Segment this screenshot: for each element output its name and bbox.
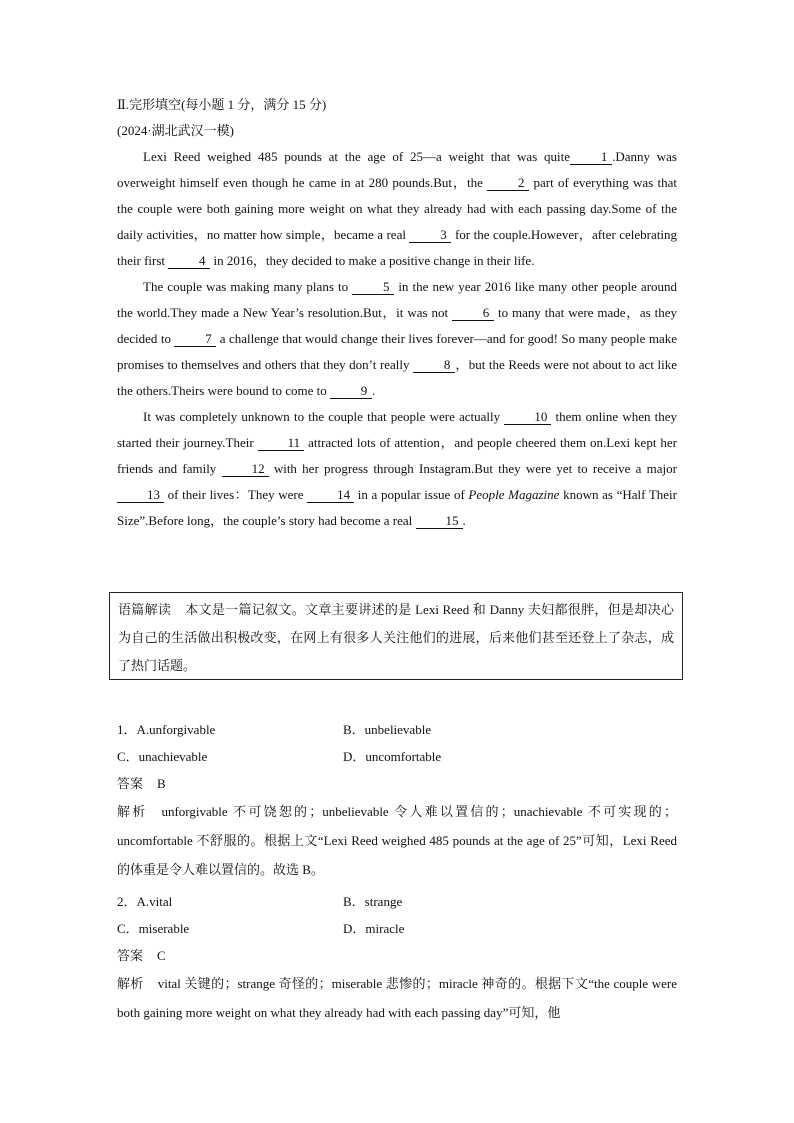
blank-7: 7 [174, 331, 216, 347]
explanation [117, 797, 677, 884]
blank-3: 3 [409, 227, 451, 243]
summary-text: 本文是一篇记叙文。文章主要讲述的是 Lexi Reed 和 Danny 夫妇都很胖，但是却决心为自己的生活做出积极改变，在网上有很多人关注他们的进展，后来他们甚至还登上了杂志，成了热门话题。 [118, 602, 674, 673]
answer-value: B [157, 776, 166, 791]
passage-paragraph-1: Lexi Reed weighed 485 pounds at the age of 25—a weight that was quite 1 .Danny was overweight himself even though he came in at 280 pounds.But，the 2 part of everything was that the couple were both gaining more weight on what they already had with each passing day.Some of the daily activities，no matter how simple，became a real 3 for the couple.However，after celebrating their first 4 in 2016，they decided to make a positive change in their life. [117, 149, 678, 268]
summary-box [109, 592, 683, 680]
passage-paragraph-2: The couple was making many plans to 5 in the new year 2016 like many other people around the world.They made a New Year’s resolution.But，it was not 6 to many that were made，as they decided to 7 a challenge that would change their lives forever—and for good! So many people make promises to themselves and others that they don’t really 8 ，but the Reeds were not about to act like the others.Theirs were bound to come to 9 . [117, 279, 678, 398]
blank-13: 13 [117, 487, 164, 503]
passage-paragraph-3: It was completely unknown to the couple that people were actually 10 them online when they started their journey.Their 11 attracted lots of attention，and people cheered them on.Lexi kept her friends and family 12 with her progress through Instagram.But they were yet to receive a major 13 of their lives：They were 14 in a popular issue of People Magazine known as “Half Their Size”.Before long，the couple’s story had become a real 15 . [117, 409, 678, 528]
explanation [117, 969, 677, 1027]
explanation-text: vital 关键的；strange 奇怪的；miserable 悲惨的；miracle 神奇的。根据下文“the couple were both gaining more weight on what they already had with each passing day”可知，他 [117, 976, 677, 1020]
section-title: Ⅱ.完形填空(每小题 1 分，满分 15 分) [117, 97, 327, 112]
explanation-label: 解析 [117, 976, 144, 991]
answer-line [117, 942, 677, 969]
blank-15: 15 [416, 513, 463, 529]
blank-10: 10 [504, 409, 551, 425]
option-d[interactable]: D．uncomfortable [343, 749, 442, 764]
explanation-label: 解析 [117, 804, 148, 819]
explanation-text: unforgivable 不可饶恕的；unbelievable 令人难以置信的；unachievable 不可实现的；uncomfortable 不舒服的。根据上文“Lexi Reed weighed 485 pounds at the age of 25”可知，Lexi Reed 的体重是令人难以置信的。故选 B。 [117, 804, 677, 877]
option-c[interactable]: C．miserable [117, 921, 190, 936]
summary-label: 语篇解读 [118, 602, 172, 617]
blank-5: 5 [352, 279, 394, 295]
source-label: (2024·湖北武汉一模) [117, 123, 234, 138]
option-d[interactable]: D．miracle [343, 921, 405, 936]
blank-1: 1 [570, 149, 612, 165]
magazine-title: People Magazine [468, 487, 560, 502]
blank-4: 4 [168, 253, 210, 269]
answer-label: 答案 [117, 948, 144, 963]
blank-11: 11 [258, 435, 305, 451]
blank-8: 8 [413, 357, 455, 373]
blank-9: 9 [330, 383, 372, 399]
answer-line [117, 770, 677, 797]
question-1 [117, 716, 677, 884]
blank-12: 12 [222, 461, 269, 477]
option-b[interactable]: B．strange [343, 894, 403, 909]
option-b[interactable]: B．unbelievable [343, 722, 432, 737]
question-2 [117, 888, 677, 1027]
blank-14: 14 [307, 487, 354, 503]
answer-label: 答案 [117, 776, 144, 791]
option-a[interactable]: 2．A.vital [117, 894, 173, 909]
option-c[interactable]: C．unachievable [117, 749, 208, 764]
blank-2: 2 [487, 175, 529, 191]
answer-value: C [157, 948, 166, 963]
blank-6: 6 [452, 305, 494, 321]
option-a[interactable]: 1．A.unforgivable [117, 722, 216, 737]
page-body [117, 92, 677, 534]
